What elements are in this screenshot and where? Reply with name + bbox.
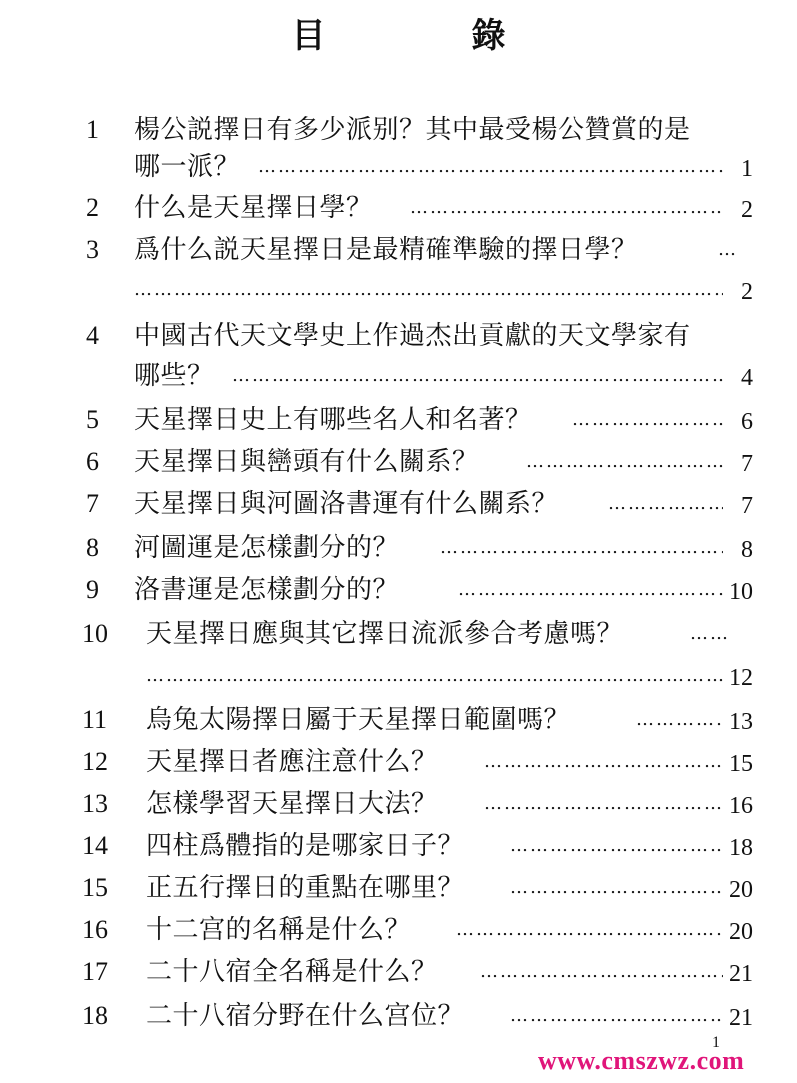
- entry-number: 2: [86, 193, 99, 222]
- toc-entry-3[interactable]: [0, 230, 797, 270]
- toc-entry-8[interactable]: [0, 528, 797, 568]
- entry-page: 7: [741, 493, 753, 519]
- entry-title: 洛書運是怎樣劃分的？: [134, 575, 400, 605]
- entry-page: 8: [741, 537, 753, 563]
- entry-number: 18: [82, 1001, 108, 1030]
- toc-entry-16[interactable]: [0, 910, 797, 950]
- toc-entry-4-continued[interactable]: [0, 356, 797, 396]
- toc-entry-4[interactable]: [0, 316, 797, 356]
- entry-number: 11: [82, 705, 108, 734]
- entry-number: 3: [86, 235, 99, 264]
- entry-page: 18: [729, 835, 753, 861]
- dot-leader: [510, 996, 723, 1036]
- toc-entry-3-continued[interactable]: [0, 270, 797, 310]
- dot-leader: ……: [690, 623, 730, 644]
- entry-number: 10: [82, 619, 108, 648]
- entry-title: 十二宫的名稱是什么？: [146, 915, 412, 945]
- entry-title: 天星擇日與巒頭有什么關系？: [134, 447, 479, 477]
- toc-entry-18[interactable]: [0, 996, 797, 1036]
- entry-page: 10: [729, 579, 753, 605]
- dot-leader: [458, 570, 723, 610]
- toc-entry-14[interactable]: [0, 826, 797, 866]
- entry-title: 四柱爲體指的是哪家日子？: [146, 831, 465, 861]
- entry-title: 烏兔太陽擇日屬于天星擇日範圍嗎？: [146, 705, 571, 735]
- entry-number: 9: [86, 575, 99, 604]
- entry-title: 天星擇日史上有哪些名人和名著？: [134, 405, 532, 435]
- entry-title: 二十八宿分野在什么宫位？: [146, 1001, 465, 1031]
- entry-number: 15: [82, 873, 108, 902]
- entry-page: 16: [729, 793, 753, 819]
- entry-title-continued: 哪一派？: [134, 152, 241, 182]
- dot-leader: [480, 952, 723, 992]
- toc-entry-9[interactable]: [0, 570, 797, 610]
- entry-page: 13: [729, 709, 753, 735]
- entry-number: 7: [86, 489, 99, 518]
- entry-title: 爲什么説天星擇日是最精確準驗的擇日學？: [134, 235, 638, 265]
- entry-title: 天星擇日應與其它擇日流派參合考慮嗎？: [146, 619, 624, 649]
- entry-title: 天星擇日與河圖洛書運有什么關系？: [134, 489, 559, 519]
- toc-entry-15[interactable]: [0, 868, 797, 908]
- entry-number: 14: [82, 831, 108, 860]
- dot-leader: [258, 147, 723, 187]
- toc-entry-17[interactable]: [0, 952, 797, 992]
- dot-leader: [134, 270, 723, 310]
- entry-number: 16: [82, 915, 108, 944]
- dot-leader: …: [718, 239, 738, 260]
- entry-page: 20: [729, 919, 753, 945]
- entry-page: 15: [729, 751, 753, 777]
- entry-number: 8: [86, 533, 99, 562]
- toc-entry-1[interactable]: [0, 110, 797, 150]
- toc-entry-2[interactable]: [0, 188, 797, 228]
- toc-entry-1-continued[interactable]: [0, 147, 797, 187]
- toc-entry-12[interactable]: [0, 742, 797, 782]
- dot-leader: [232, 356, 723, 396]
- entry-title: 河圖運是怎樣劃分的？: [134, 533, 400, 563]
- entry-page: 4: [741, 365, 753, 391]
- page-title: 目 錄: [291, 16, 562, 56]
- toc-entry-13[interactable]: [0, 784, 797, 824]
- entry-page: 2: [741, 279, 753, 305]
- entry-title: 二十八宿全名稱是什么？: [146, 957, 438, 987]
- entry-page: 21: [729, 1005, 753, 1031]
- dot-leader: [440, 528, 723, 568]
- entry-page: 2: [741, 197, 753, 223]
- entry-number: 5: [86, 405, 99, 434]
- entry-title: 楊公説擇日有多少派别？其中最受楊公贊賞的是: [134, 115, 691, 145]
- entry-page: 12: [729, 665, 753, 691]
- dot-leader: [510, 868, 723, 908]
- toc-entry-6[interactable]: [0, 442, 797, 482]
- entry-number: 17: [82, 957, 108, 986]
- entry-title: 正五行擇日的重點在哪里？: [146, 873, 465, 903]
- entry-title: 天星擇日者應注意什么？: [146, 747, 438, 777]
- dot-leader: [456, 910, 723, 950]
- entry-number: 6: [86, 447, 99, 476]
- entry-page: 21: [729, 961, 753, 987]
- toc-entry-11[interactable]: [0, 700, 797, 740]
- entry-title: 什么是天星擇日學？: [134, 193, 373, 223]
- entry-page: 7: [741, 451, 753, 477]
- entry-number: 12: [82, 747, 108, 776]
- entry-title: 中國古代天文學史上作過杰出貢獻的天文學家有: [134, 321, 691, 351]
- entry-title-continued: 哪些？: [134, 361, 214, 391]
- entry-title: 怎樣學習天星擇日大法？: [146, 789, 438, 819]
- entry-number: 1: [86, 115, 99, 144]
- dot-leader: [410, 188, 723, 228]
- toc-entry-5[interactable]: [0, 400, 797, 440]
- entry-page: 20: [729, 877, 753, 903]
- dot-leader: [484, 742, 723, 782]
- toc-entry-7[interactable]: [0, 484, 797, 524]
- entry-number: 13: [82, 789, 108, 818]
- toc-entry-10-continued[interactable]: [0, 656, 797, 696]
- toc-entry-10[interactable]: [0, 614, 797, 654]
- entry-number: 4: [86, 321, 99, 350]
- dot-leader: [484, 784, 723, 824]
- watermark: www.cmszwz.com: [538, 1046, 745, 1075]
- dot-leader: [510, 826, 723, 866]
- entry-page: 6: [741, 409, 753, 435]
- page-number: 1: [712, 1034, 720, 1051]
- entry-page: 1: [741, 156, 753, 182]
- dot-leader: [146, 656, 723, 696]
